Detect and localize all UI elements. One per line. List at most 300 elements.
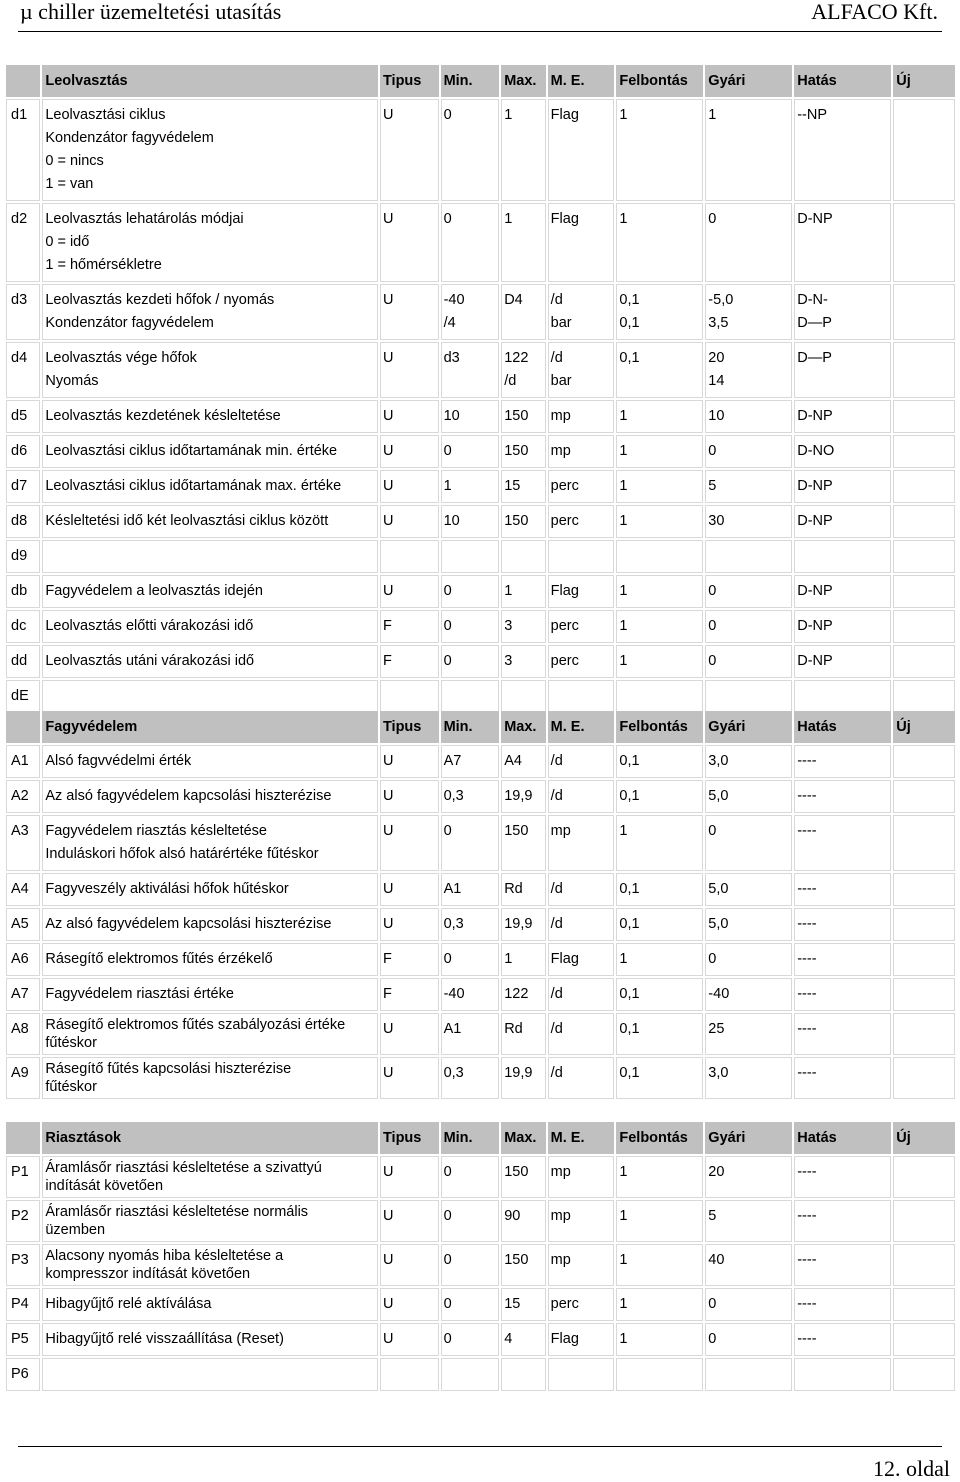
cell-line: D-NP [797, 618, 833, 634]
cell-max [501, 470, 545, 503]
cell-hatas [794, 745, 891, 778]
cell-me [548, 815, 615, 871]
cell-line: 0,1 [619, 315, 640, 331]
cell-line [45, 685, 377, 708]
cell-line: 150 [504, 1252, 529, 1268]
cell-line: F [382, 653, 392, 669]
cell-felb [616, 1244, 703, 1286]
cell-hatas [794, 978, 891, 1011]
cell-max [501, 342, 545, 398]
cell-line: 90 [504, 1208, 521, 1224]
cell-line [708, 545, 791, 568]
param-code: A3 [6, 815, 40, 871]
cell-line: mp [550, 1164, 571, 1180]
cell-line [504, 685, 544, 708]
cell-line: 1 [504, 951, 513, 967]
cell-min [441, 1057, 500, 1099]
cell-felb [616, 400, 703, 433]
cell-desc [42, 470, 378, 503]
cell-gyari [705, 400, 792, 433]
cell-desc [42, 610, 378, 643]
cell-tipus [380, 540, 439, 573]
cell-max [501, 203, 545, 282]
table-row [6, 780, 955, 813]
cell-line: 4 [504, 1331, 513, 1347]
cell-gyari [705, 815, 792, 871]
cell-min [441, 873, 500, 906]
cell-line: 0 [708, 1331, 717, 1347]
cell-line: perc [550, 653, 579, 669]
cell-max [501, 873, 545, 906]
cell-line: 15 [504, 478, 521, 494]
cell-line: 0,1 [619, 788, 640, 804]
cell-me [548, 540, 615, 573]
cell-line [896, 475, 954, 498]
cell-line: 0 [443, 1296, 452, 1312]
cell-line [444, 545, 499, 568]
cell-line: 1 = van [45, 176, 94, 192]
table-row [6, 978, 955, 1011]
cell-line: Flag [550, 107, 579, 123]
cell-line: 0 = nincs [45, 153, 104, 169]
cell-line: 0 [708, 618, 717, 634]
cell-felb [616, 873, 703, 906]
cell-line: Leolvasztási ciklus időtartamának max. értéke [45, 478, 342, 494]
cell-line: 0 [443, 653, 452, 669]
cell-line: perc [550, 513, 579, 529]
cell-line: -5,0 [708, 292, 734, 308]
cell-felb [616, 1057, 703, 1099]
cell-desc [42, 435, 378, 468]
cell-me [548, 1358, 615, 1391]
cell-min [441, 435, 500, 468]
cell-line: U [382, 408, 394, 424]
cell-min [441, 1013, 500, 1055]
cell-line: perc [550, 478, 579, 494]
cell-max [501, 943, 545, 976]
cell-line: 5,0 [708, 916, 729, 932]
cell-line: 1 [619, 618, 628, 634]
cell-me [548, 1013, 615, 1055]
cell-line: ---- [797, 1164, 817, 1180]
cell-line: 0 [443, 951, 452, 967]
cell-tipus [380, 780, 439, 813]
cell-line: 0,1 [619, 916, 640, 932]
cell-line: 1 [619, 823, 628, 839]
cell-line: 0,1 [619, 350, 640, 366]
cell-line: 3 [504, 653, 513, 669]
cell-line: 0 [443, 211, 452, 227]
cell-max [501, 1013, 545, 1055]
cell-tipus [380, 978, 439, 1011]
table-row [6, 505, 955, 538]
cell-hatas [794, 1013, 891, 1055]
cell-line: mp [550, 443, 571, 459]
cell-line: Kondenzátor fagyvédelem [45, 130, 214, 146]
cell-line: Fagyvédelem riasztás késleltetése [45, 823, 267, 839]
cell-tipus [380, 342, 439, 398]
cell-line: Leolvasztás előtti várakozási idő [45, 618, 254, 634]
cell-line: 1 = hőmérsékletre [45, 257, 162, 273]
cell-uj [893, 540, 955, 573]
cell-min [441, 203, 500, 282]
cell-line [383, 1363, 438, 1386]
cell-hatas [794, 1200, 891, 1242]
cell-line [619, 1363, 702, 1386]
cell-uj [893, 780, 955, 813]
cell-line: mp [550, 408, 571, 424]
cell-line: 3,0 [708, 753, 729, 769]
cell-min [441, 1156, 500, 1198]
cell-line: A1 [443, 1021, 462, 1037]
cell-line: 1 [619, 513, 628, 529]
param-code: dd [6, 645, 40, 678]
column-header-factory: Gyári [705, 711, 792, 743]
column-header-tipus: Tipus [380, 711, 439, 743]
cell-line: D-NO [797, 443, 835, 459]
cell-line [896, 878, 954, 901]
cell-min [441, 1358, 500, 1391]
cell-line: 0,3 [443, 1065, 464, 1081]
cell-line: Fagyvédelem riasztási értéke [45, 986, 234, 1002]
cell-line: U [382, 916, 394, 932]
cell-desc [42, 1057, 378, 1099]
cell-min [441, 400, 500, 433]
cell-min [441, 470, 500, 503]
cell-line: d3 [443, 350, 460, 366]
table-row [6, 1156, 955, 1198]
cell-gyari [705, 470, 792, 503]
cell-gyari [705, 435, 792, 468]
cell-line: indítását követően [45, 1178, 164, 1194]
cell-min [441, 1200, 500, 1242]
cell-felb [616, 1288, 703, 1321]
cell-felb [616, 815, 703, 871]
cell-uj [893, 610, 955, 643]
cell-line: 1 [619, 478, 628, 494]
cell-uj [893, 1244, 955, 1286]
cell-line [619, 545, 702, 568]
cell-line [551, 1363, 614, 1386]
cell-uj [893, 284, 955, 340]
column-header-unit: M. E. [548, 65, 615, 97]
section-title: Leolvasztás [42, 65, 378, 97]
cell-line [797, 685, 890, 708]
cell-gyari [705, 978, 792, 1011]
cell-line [896, 1249, 954, 1272]
cell-gyari [705, 1323, 792, 1356]
cell-line: 0 [708, 823, 717, 839]
cell-min [441, 575, 500, 608]
cell-line: 5 [708, 478, 717, 494]
cell-hatas [794, 400, 891, 433]
cell-line: ---- [797, 881, 817, 897]
cell-line [797, 545, 890, 568]
column-header-resolution: Felbontás [616, 711, 703, 743]
cell-line: U [382, 583, 394, 599]
header-divider [18, 31, 942, 32]
cell-min [441, 745, 500, 778]
cell-line: A7 [443, 753, 462, 769]
cell-felb [616, 470, 703, 503]
cell-line: Áramlásőr riasztási késleltetése a szivattyú [45, 1160, 322, 1176]
param-code: A2 [6, 780, 40, 813]
cell-desc [42, 978, 378, 1011]
cell-line: U [382, 1252, 394, 1268]
cell-line: D-NP [797, 653, 833, 669]
cell-line: ---- [797, 1021, 817, 1037]
cell-line: 0 [708, 583, 717, 599]
cell-tipus [380, 1156, 439, 1198]
table-row [6, 943, 955, 976]
cell-felb [616, 978, 703, 1011]
cell-line: 0 [708, 951, 717, 967]
cell-line: 1 [619, 583, 628, 599]
table-row [6, 1200, 955, 1242]
cell-gyari [705, 203, 792, 282]
cell-line: Hibagyűjtő relé aktíválása [45, 1296, 212, 1312]
cell-min [441, 1288, 500, 1321]
cell-gyari [705, 540, 792, 573]
cell-line [444, 1363, 499, 1386]
cell-gyari [705, 1156, 792, 1198]
cell-gyari [705, 1288, 792, 1321]
cell-uj [893, 1323, 955, 1356]
cell-line: F [382, 618, 392, 634]
cell-me [548, 1156, 615, 1198]
cell-line [504, 545, 544, 568]
cell-line: 1 [443, 478, 452, 494]
table-row [6, 1057, 955, 1099]
cell-max [501, 780, 545, 813]
cell-line: 3 [504, 618, 513, 634]
table-row [6, 908, 955, 941]
cell-felb [616, 284, 703, 340]
cell-line: /d [550, 916, 563, 932]
table-header-row [6, 1122, 955, 1154]
param-code: A5 [6, 908, 40, 941]
column-header-factory: Gyári [705, 1122, 792, 1154]
cell-hatas [794, 873, 891, 906]
column-header-unit: M. E. [548, 1122, 615, 1154]
cell-line [896, 785, 954, 808]
cell-line: Fagyvédelem a leolvasztás idején [45, 583, 263, 599]
cell-max [501, 1288, 545, 1321]
cell-line: 0 [708, 211, 717, 227]
cell-line: 1 [708, 107, 717, 123]
cell-line [444, 685, 499, 708]
cell-line: Nyomás [45, 373, 99, 389]
cell-line: A1 [443, 881, 462, 897]
cell-tipus [380, 745, 439, 778]
cell-desc [42, 99, 378, 201]
cell-uj [893, 470, 955, 503]
cell-line: /d [550, 788, 563, 804]
cell-me [548, 908, 615, 941]
cell-line: /d [550, 986, 563, 1002]
cell-line: U [382, 1331, 394, 1347]
cell-line: 0 [443, 443, 452, 459]
cell-felb [616, 99, 703, 201]
cell-desc [42, 1156, 378, 1198]
cell-line [896, 913, 954, 936]
cell-line: ---- [797, 1208, 817, 1224]
cell-line: U [382, 350, 394, 366]
cell-tipus [380, 645, 439, 678]
cell-hatas [794, 1323, 891, 1356]
column-header-unit: M. E. [548, 711, 615, 743]
cell-line: mp [550, 1208, 571, 1224]
cell-line: 30 [708, 513, 725, 529]
cell-line: D-NP [797, 408, 833, 424]
cell-felb [616, 1013, 703, 1055]
cell-line: ---- [797, 1252, 817, 1268]
cell-me [548, 1323, 615, 1356]
cell-desc [42, 203, 378, 282]
cell-desc [42, 943, 378, 976]
cell-max [501, 1323, 545, 1356]
cell-gyari [705, 1013, 792, 1055]
cell-line: 14 [708, 373, 725, 389]
param-code: P4 [6, 1288, 40, 1321]
cell-hatas [794, 203, 891, 282]
table-row [6, 203, 955, 282]
table-row [6, 815, 955, 871]
cell-desc [42, 575, 378, 608]
cell-line: A4 [504, 753, 522, 769]
cell-gyari [705, 1057, 792, 1099]
cell-line: D-NP [797, 583, 833, 599]
cell-min [441, 1323, 500, 1356]
header-cell-code [6, 65, 40, 97]
cell-min [441, 610, 500, 643]
cell-line: 0,3 [443, 788, 464, 804]
table-row [6, 1358, 955, 1391]
cell-line: /d [550, 350, 563, 366]
cell-max [501, 745, 545, 778]
document-header-title: µ chiller üzemeltetési utasítás [20, 0, 282, 24]
cell-desc [42, 400, 378, 433]
cell-line [383, 545, 438, 568]
cell-gyari [705, 505, 792, 538]
cell-line: U [382, 1021, 394, 1037]
section-title: Fagyvédelem [42, 711, 378, 743]
cell-line: -40 [443, 292, 465, 308]
cell-hatas [794, 540, 891, 573]
cell-felb [616, 1323, 703, 1356]
cell-hatas [794, 575, 891, 608]
cell-line: Hibagyűjtő relé visszaállítása (Reset) [45, 1331, 284, 1347]
column-header-max: Max. [501, 1122, 545, 1154]
cell-line: Leolvasztás kezdeti hőfok / nyomás [45, 292, 275, 308]
table-header-row [6, 711, 955, 743]
cell-line: Késleltetési idő két leolvasztási ciklus között [45, 513, 329, 529]
cell-uj [893, 1013, 955, 1055]
cell-felb [616, 645, 703, 678]
cell-max [501, 575, 545, 608]
cell-min [441, 943, 500, 976]
cell-uj [893, 99, 955, 201]
cell-max [501, 610, 545, 643]
cell-line: Leolvasztás kezdetének késleltetése [45, 408, 281, 424]
column-header-min: Min. [441, 65, 500, 97]
cell-desc [42, 873, 378, 906]
document-header-company: ALFACO Kft. [811, 0, 938, 24]
cell-line [896, 650, 954, 673]
cell-min [441, 284, 500, 340]
cell-uj [893, 505, 955, 538]
cell-gyari [705, 745, 792, 778]
cell-line: 0 [443, 1331, 452, 1347]
cell-line: 1 [504, 211, 513, 227]
section-title: Riasztások [42, 1122, 378, 1154]
table-row [6, 470, 955, 503]
cell-line: U [382, 211, 394, 227]
cell-line [896, 104, 954, 127]
param-code: d4 [6, 342, 40, 398]
cell-max [501, 540, 545, 573]
cell-line: Alacsony nyomás hiba késleltetése a [45, 1248, 284, 1264]
cell-line: U [382, 823, 394, 839]
cell-line: 0 [708, 443, 717, 459]
cell-line: Leolvasztás utáni várakozási idő [45, 653, 255, 669]
cell-line: ---- [797, 916, 817, 932]
cell-gyari [705, 575, 792, 608]
table-row [6, 610, 955, 643]
cell-line: Rd [504, 1021, 523, 1037]
cell-me [548, 610, 615, 643]
cell-line: Rásegítő fűtés kapcsolási hiszterézise [45, 1061, 292, 1077]
cell-line: 0 [443, 583, 452, 599]
cell-me [548, 943, 615, 976]
cell-line: 0 = idő [45, 234, 90, 250]
param-code: d3 [6, 284, 40, 340]
cell-hatas [794, 470, 891, 503]
cell-line [551, 545, 614, 568]
cell-tipus [380, 1358, 439, 1391]
cell-line: D-NP [797, 513, 833, 529]
cell-hatas [794, 943, 891, 976]
param-code: d8 [6, 505, 40, 538]
cell-line: /4 [443, 315, 456, 331]
column-header-min: Min. [441, 1122, 500, 1154]
cell-line: 1 [619, 951, 628, 967]
cell-line: 5 [708, 1208, 717, 1224]
cell-desc [42, 908, 378, 941]
cell-me [548, 284, 615, 340]
cell-max [501, 1200, 545, 1242]
cell-tipus [380, 1323, 439, 1356]
column-header-new: Új [893, 711, 955, 743]
cell-line: 150 [504, 443, 529, 459]
cell-min [441, 540, 500, 573]
cell-min [441, 505, 500, 538]
cell-line [708, 1363, 791, 1386]
cell-desc [42, 745, 378, 778]
cell-line: perc [550, 618, 579, 634]
cell-tipus [380, 435, 439, 468]
cell-me [548, 1057, 615, 1099]
param-code: d9 [6, 540, 40, 573]
cell-me [548, 1200, 615, 1242]
cell-me [548, 470, 615, 503]
cell-line: 1 [619, 1208, 628, 1224]
cell-line: 19,9 [504, 1065, 533, 1081]
param-code: A9 [6, 1057, 40, 1099]
cell-tipus [380, 873, 439, 906]
table-row [6, 400, 955, 433]
cell-line [896, 580, 954, 603]
